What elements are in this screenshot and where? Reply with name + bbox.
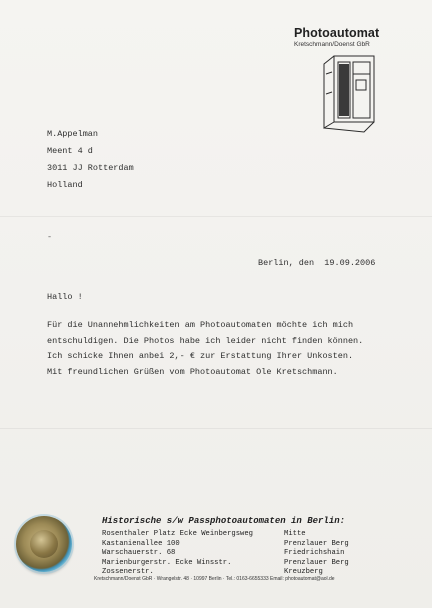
photo-booth-icon <box>320 54 382 134</box>
body-line: entschuldigen. Die Photos habe ich leider nicht finden können. <box>47 335 364 346</box>
company-name: Photoautomat <box>294 26 380 40</box>
location-address: Warschauerstr. 68 <box>102 549 176 558</box>
recipient-country: Holland <box>47 180 83 190</box>
location-addresses <box>102 530 253 578</box>
location-districts <box>284 530 349 578</box>
location-district: Prenzlauer Berg <box>284 558 349 567</box>
location-district: Kreuzberg <box>284 568 323 577</box>
greeting: Hallo ! <box>47 292 83 302</box>
location-address: Marienburgerstr. Ecke Winsstr. <box>102 558 232 567</box>
recipient-street: Meent 4 d <box>47 146 93 156</box>
letterhead <box>294 26 379 48</box>
company-subtitle: Kretschmann/Doenst GbR <box>294 41 370 48</box>
footer-title: Historische s/w Passphotoautomaten in Berlin: <box>102 516 346 526</box>
reference-dash: - <box>47 232 53 242</box>
location-district: Prenzlauer Berg <box>284 539 349 548</box>
location-address: Zossenerstr. <box>102 568 154 577</box>
contact-line: Kretschmann/Doenst GbR · Wrangelstr. 48 · 10997 Berlin · Tel.: 0163-6655333 Email: photoautomat@aol.de <box>94 576 335 582</box>
body-line: Mit freundlichen Grüßen vom Photoautomat Ole Kretschmann. <box>47 366 338 377</box>
recipient-city: 3011 JJ Rotterdam <box>47 163 134 173</box>
body-line: Ich schicke Ihnen anbei 2,- € zur Erstattung Ihrer Unkosten. <box>47 351 354 361</box>
letter-body <box>47 318 397 380</box>
paper-fold-line <box>0 216 432 217</box>
paper-fold-line <box>0 428 432 429</box>
location-address: Rosenthaler Platz Ecke Weinbergsweg <box>102 530 253 538</box>
recipient-name: M.Appelman <box>47 129 99 139</box>
coin-face <box>30 530 58 558</box>
body-line: Für die Unannehmlichkeiten am Photoautomaten möchte ich mich <box>47 320 354 330</box>
date-line: Berlin, den 19.09.2006 <box>258 258 376 268</box>
location-district: Mitte <box>284 530 306 538</box>
location-address: Kastanienallee 100 <box>102 539 180 548</box>
location-district: Friedrichshain <box>284 549 345 558</box>
recipient-address <box>47 126 134 194</box>
euro-coin-icon <box>16 516 72 572</box>
